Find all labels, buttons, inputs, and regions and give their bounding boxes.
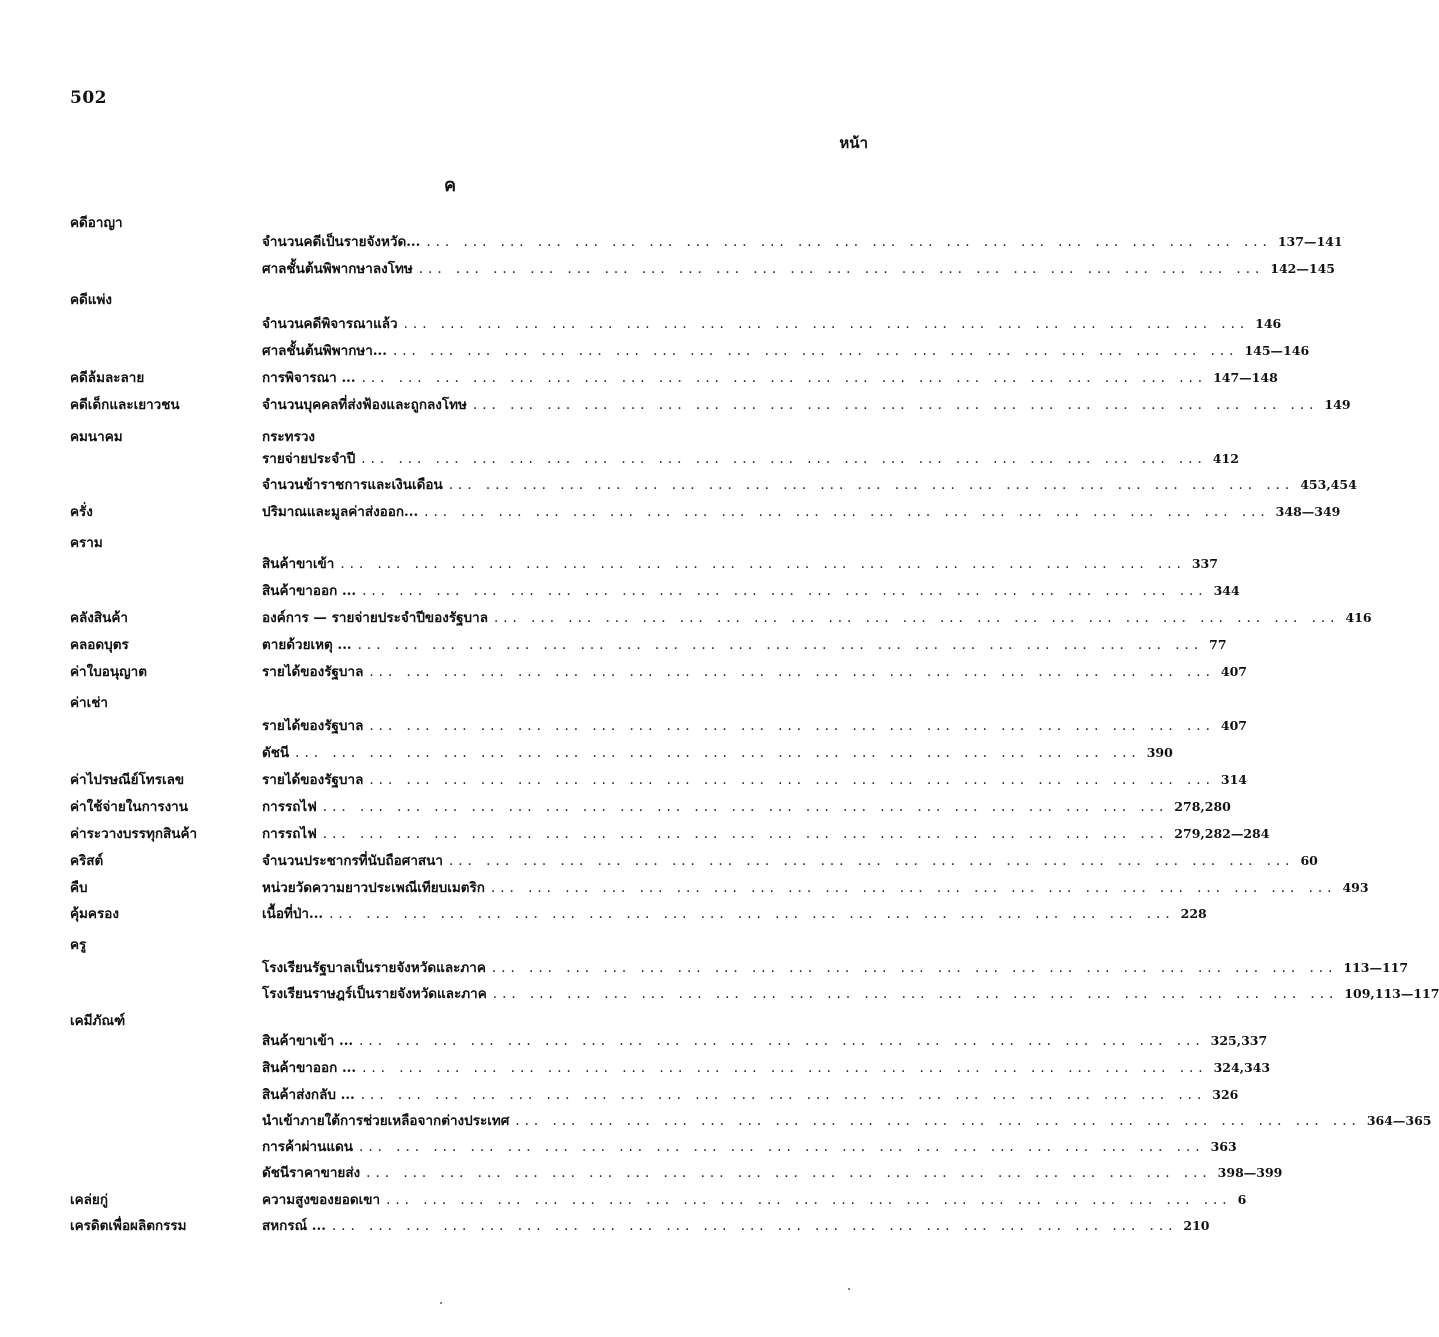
index-subentry: การรถไฟ — [262, 826, 317, 842]
dot-leader: ... ... ... ... ... ... ... ... ... ... ... ... ... ... ... ... ... ... ... ... ... ... ... — [386, 1192, 1232, 1208]
index-row — [0, 394, 1351, 416]
index-entry — [262, 340, 1310, 362]
index-subentry: โรงเรียนรัฐบาลเป็นรายจังหวัดและภาค — [262, 960, 486, 976]
page-reference: 407 — [1220, 664, 1247, 679]
index-row — [0, 1084, 1239, 1106]
page-reference: 348—349 — [1275, 504, 1341, 519]
page-reference: 407 — [1220, 718, 1247, 733]
page-reference: 113—117 — [1343, 960, 1409, 975]
index-subentry: จำนวนคดีเป็นรายจังหวัด... — [262, 234, 421, 250]
index-entry — [262, 715, 1247, 737]
index-subentry: เนื้อที่ป่า... — [262, 906, 324, 922]
index-row — [0, 501, 1341, 523]
page-reference: 390 — [1146, 745, 1173, 760]
index-row — [0, 1110, 1432, 1132]
dot-leader: ... ... ... ... ... ... ... ... ... ... ... ... ... ... ... ... ... ... ... ... ... ... ... — [369, 664, 1215, 680]
index-term: คริสต์ — [70, 853, 104, 869]
index-entry — [262, 1215, 1210, 1237]
page-reference: 149 — [1324, 397, 1351, 412]
index-entry — [262, 394, 1351, 416]
index-term: ค่าใบอนุญาต — [70, 664, 147, 680]
page-reference: 344 — [1213, 583, 1240, 598]
index-entry — [262, 742, 1173, 764]
index-term: คดีล้มละลาย — [70, 370, 145, 386]
dot-leader: ... ... ... ... ... ... ... ... ... ... ... ... ... ... ... ... ... ... ... ... ... ... ... — [418, 261, 1265, 277]
index-term: เคมีภัณฑ์ — [70, 1013, 126, 1029]
page-reference: 137—141 — [1277, 234, 1343, 249]
index-subentry: รายจ่ายประจำปี — [262, 451, 356, 467]
index-row — [0, 692, 941, 714]
dot-leader: ... ... ... ... ... ... ... ... ... ... ... ... ... ... ... ... ... ... ... ... ... ... ... — [360, 1087, 1207, 1103]
index-term: คมนาคม — [70, 429, 123, 445]
index-row — [0, 426, 941, 448]
index-entry — [262, 1110, 1432, 1132]
index-term: ครั่ง — [70, 504, 93, 520]
index-term: คดีแพ่ง — [70, 292, 112, 308]
index-subentry: ปริมาณและมูลค่าส่งออก... — [262, 504, 419, 520]
index-row — [0, 661, 1247, 683]
dot-leader: ... ... ... ... ... ... ... ... ... ... ... ... ... ... ... ... ... ... ... ... ... ... ... — [359, 1139, 1205, 1155]
dot-leader: ... ... ... ... ... ... ... ... ... ... ... ... ... ... ... ... ... ... ... ... ... ... ... — [403, 316, 1250, 332]
dot-leader: ... ... ... ... ... ... ... ... ... ... ... ... ... ... ... ... ... ... ... ... ... ... ... — [361, 370, 1208, 386]
page-reference: 77 — [1209, 637, 1227, 652]
dot-leader: ... ... ... ... ... ... ... ... ... ... ... ... ... ... ... ... ... ... ... ... ... ... ... — [490, 880, 1337, 896]
index-row — [0, 607, 1372, 629]
index-row — [0, 850, 1318, 872]
dot-leader: ... ... ... ... ... ... ... ... ... ... ... ... ... ... ... ... ... ... ... ... ... ... ... — [492, 986, 1339, 1002]
dot-leader: ... ... ... ... ... ... ... ... ... ... ... ... ... ... ... ... ... ... ... ... ... ... ... — [472, 397, 1319, 413]
index-subentry: จำนวนคดีพิจารณาแล้ว — [262, 316, 398, 332]
index-term: เครดิตเพื่อผลิตกรรม — [70, 1218, 187, 1234]
index-entry — [262, 634, 1227, 656]
index-entry — [262, 661, 1247, 683]
index-subentry: องค์การ — รายจ่ายประจำปีของรัฐบาล — [262, 610, 488, 626]
index-entry — [262, 231, 1343, 253]
page-reference: 314 — [1220, 772, 1247, 787]
index-row — [0, 934, 941, 956]
page-reference: 109,113—117 — [1344, 986, 1439, 1001]
index-term: ค่าเช่า — [70, 695, 108, 711]
index-row — [0, 1162, 1283, 1184]
index-row — [0, 1030, 1268, 1052]
page-reference: 493 — [1342, 880, 1369, 895]
index-term: คลอดบุตร — [70, 637, 129, 653]
index-entry — [262, 501, 1341, 523]
page-reference: 6 — [1237, 1192, 1247, 1207]
page-reference: 337 — [1191, 556, 1218, 571]
index-subentry: ศาลชั้นต้นพิพากษา... — [262, 343, 387, 359]
index-row — [0, 796, 1231, 818]
index-term: คืบ — [70, 880, 88, 896]
index-row — [0, 1189, 1247, 1211]
page-reference: 325,337 — [1210, 1033, 1268, 1048]
index-entry — [262, 1057, 1271, 1079]
index-subentry: การรถไฟ — [262, 799, 317, 815]
index-subentry: รายได้ของรัฐบาล — [262, 772, 364, 788]
index-row — [0, 715, 1247, 737]
dot-leader: ... ... ... ... ... ... ... ... ... ... ... ... ... ... ... ... ... ... ... ... ... ... ... — [331, 1218, 1178, 1234]
dot-leader: ... ... ... ... ... ... ... ... ... ... ... ... ... ... ... ... ... ... ... ... ... ... ... — [369, 772, 1215, 788]
page-reference: 398—399 — [1217, 1165, 1283, 1180]
page-reference: 412 — [1212, 451, 1239, 466]
scan-speck — [848, 1288, 850, 1290]
index-row — [0, 1057, 1271, 1079]
dot-leader: ... ... ... ... ... ... ... ... ... ... ... ... ... ... ... ... ... ... ... ... ... ... ... — [515, 1113, 1361, 1129]
index-term: คดีเด็กและเยาวชน — [70, 397, 180, 413]
index-row — [0, 1136, 1237, 1158]
index-entry — [262, 553, 1218, 575]
page-reference: 279,282—284 — [1174, 826, 1270, 841]
index-term: ค่าไปรษณีย์โทรเลข — [70, 772, 185, 788]
index-subentry: ตายด้วยเหตุ ... — [262, 637, 352, 653]
index-term: ค่าระวางบรรทุกสินค้า — [70, 826, 198, 842]
index-subentry: รายได้ของรัฐบาล — [262, 664, 364, 680]
index-row — [0, 742, 1173, 764]
page-reference: 60 — [1300, 853, 1318, 868]
page-column-header: หน้า — [839, 134, 868, 152]
dot-leader: ... ... ... ... ... ... ... ... ... ... ... ... ... ... ... ... ... ... ... ... ... ... ... — [392, 343, 1239, 359]
index-subentry: โรงเรียนราษฎร์เป็นรายจังหวัดและภาค — [262, 986, 487, 1002]
index-subentry: จำนวนข้าราชการและเงินเดือน — [262, 477, 443, 493]
index-subentry: หน่วยวัดความยาวประเพณีเทียบเมตริก — [262, 880, 485, 896]
index-row — [0, 957, 1409, 979]
index-term: เคล่ยกู่ — [70, 1192, 109, 1208]
dot-leader: ... ... ... ... ... ... ... ... ... ... ... ... ... ... ... ... ... ... ... ... ... ... ... — [329, 906, 1175, 922]
index-row — [0, 903, 1207, 925]
index-entry — [262, 448, 1239, 470]
index-entry — [262, 313, 1282, 335]
index-entry — [262, 1162, 1283, 1184]
index-subentry: สินค้าส่งกลับ ... — [262, 1087, 355, 1103]
index-entry — [262, 796, 1231, 818]
index-entry — [262, 426, 870, 448]
index-subentry: ความสูงของยอดเขา — [262, 1192, 381, 1208]
index-entry — [262, 903, 1207, 925]
dot-leader: ... ... ... ... ... ... ... ... ... ... ... ... ... ... ... ... ... ... ... ... ... ... ... — [448, 853, 1295, 869]
index-entry — [262, 474, 1357, 496]
index-row — [0, 340, 1310, 362]
index-entry — [262, 769, 1247, 791]
page-reference: 142—145 — [1270, 261, 1335, 276]
page-number: 502 — [70, 88, 107, 108]
index-row — [0, 553, 1218, 575]
index-entry — [262, 580, 1240, 602]
index-term: คราม — [70, 535, 103, 551]
index-subentry: สินค้าขาออก ... — [262, 583, 357, 599]
index-subentry: สินค้าขาเข้า ... — [262, 1033, 354, 1049]
index-subentry: ดัชนี — [262, 745, 290, 761]
index-entry — [262, 850, 1318, 872]
dot-leader: ... ... ... ... ... ... ... ... ... ... ... ... ... ... ... ... ... ... ... ... ... ... ... — [448, 477, 1295, 493]
page-reference: 146 — [1255, 316, 1282, 331]
page-reference: 416 — [1345, 610, 1372, 625]
index-entry — [262, 1084, 1239, 1106]
index-subentry: รายได้ของรัฐบาล — [262, 718, 364, 734]
page-reference: 210 — [1183, 1218, 1210, 1233]
page-reference: 278,280 — [1174, 799, 1231, 814]
index-entry — [262, 607, 1372, 629]
page-reference: 326 — [1212, 1087, 1239, 1102]
index-term: ครู — [70, 937, 87, 953]
dot-leader: ... ... ... ... ... ... ... ... ... ... ... ... ... ... ... ... ... ... ... ... ... ... ... — [359, 1033, 1205, 1049]
page-reference: 363 — [1210, 1139, 1237, 1154]
index-subentry: การพิจารณา ... — [262, 370, 356, 386]
index-row — [0, 769, 1247, 791]
index-row — [0, 532, 941, 554]
dot-leader: ... ... ... ... ... ... ... ... ... ... ... ... ... ... ... ... ... ... ... ... ... ... ... — [424, 504, 1270, 520]
dot-leader: ... ... ... ... ... ... ... ... ... ... ... ... ... ... ... ... ... ... ... ... ... ... ... — [426, 234, 1272, 250]
index-row — [0, 313, 1282, 335]
dot-leader: ... ... ... ... ... ... ... ... ... ... ... ... ... ... ... ... ... ... ... ... ... ... ... — [361, 451, 1207, 467]
index-row — [0, 258, 1335, 280]
scan-speck — [440, 1302, 442, 1304]
page-reference: 147—148 — [1213, 370, 1278, 385]
index-entry — [262, 957, 1409, 979]
index-subentry: จำนวนประชากรที่นับถือศาสนา — [262, 853, 443, 869]
index-row — [0, 634, 1227, 656]
page-reference: 364—365 — [1366, 1113, 1432, 1128]
dot-leader: ... ... ... ... ... ... ... ... ... ... ... ... ... ... ... ... ... ... ... ... ... ... ... — [322, 799, 1169, 815]
dot-leader: ... ... ... ... ... ... ... ... ... ... ... ... ... ... ... ... ... ... ... ... ... ... ... — [295, 745, 1141, 761]
index-row — [0, 289, 941, 311]
index-row — [0, 448, 1239, 470]
index-entry — [262, 983, 1439, 1005]
index-row — [0, 474, 1357, 496]
index-term: คดีอาญา — [70, 215, 123, 231]
index-subentry: ศาลชั้นต้นพิพากษาลงโทษ — [262, 261, 413, 277]
dot-leader: ... ... ... ... ... ... ... ... ... ... ... ... ... ... ... ... ... ... ... ... ... ... ... — [493, 610, 1340, 626]
index-row — [0, 1215, 1210, 1237]
index-row — [0, 983, 1439, 1005]
page-reference: 453,454 — [1300, 477, 1357, 492]
index-term: ค่าใช้จ่ายในการงาน — [70, 799, 188, 815]
index-entry — [262, 258, 1335, 280]
index-subentry: สินค้าขาออก ... — [262, 1060, 357, 1076]
index-subentry: จำนวนบุคคลที่ส่งฟ้องและถูกลงโทษ — [262, 397, 467, 413]
page-reference: 228 — [1180, 906, 1207, 921]
index-subentry: นำเข้าภายใต้การช่วยเหลือจากต่างประเทศ — [262, 1113, 510, 1129]
index-row — [0, 580, 1240, 602]
dot-leader: ... ... ... ... ... ... ... ... ... ... ... ... ... ... ... ... ... ... ... ... ... ... ... — [491, 960, 1338, 976]
page-reference: 324,343 — [1213, 1060, 1271, 1075]
index-row — [0, 231, 1343, 253]
index-subentry: สินค้าขาเข้า — [262, 556, 335, 572]
dot-leader: ... ... ... ... ... ... ... ... ... ... ... ... ... ... ... ... ... ... ... ... ... ... ... — [369, 718, 1215, 734]
dot-leader: ... ... ... ... ... ... ... ... ... ... ... ... ... ... ... ... ... ... ... ... ... ... ... — [362, 583, 1208, 599]
page-reference: 145—146 — [1244, 343, 1310, 358]
dot-leader: ... ... ... ... ... ... ... ... ... ... ... ... ... ... ... ... ... ... ... ... ... ... ... — [340, 556, 1186, 572]
dot-leader: ... ... ... ... ... ... ... ... ... ... ... ... ... ... ... ... ... ... ... ... ... ... ... — [322, 826, 1169, 842]
index-entry — [262, 823, 1270, 845]
section-letter: ค — [443, 175, 457, 196]
index-subentry: สหกรณ์ ... — [262, 1218, 326, 1234]
index-row — [0, 367, 1278, 389]
index-subentry: ดัชนีราคาขายส่ง — [262, 1165, 361, 1181]
index-entry — [262, 1030, 1268, 1052]
index-entry — [262, 367, 1278, 389]
dot-leader: ... ... ... ... ... ... ... ... ... ... ... ... ... ... ... ... ... ... ... ... ... ... ... — [366, 1165, 1212, 1181]
index-row — [0, 1010, 941, 1032]
index-subentry: กระทรวง — [262, 429, 315, 445]
index-entry — [262, 877, 1369, 899]
index-entry — [262, 1136, 1237, 1158]
index-entry — [262, 1189, 1247, 1211]
dot-leader: ... ... ... ... ... ... ... ... ... ... ... ... ... ... ... ... ... ... ... ... ... ... ... — [362, 1060, 1208, 1076]
index-row — [0, 877, 1369, 899]
index-term: คลังสินค้า — [70, 610, 128, 626]
dot-leader: ... ... ... ... ... ... ... ... ... ... ... ... ... ... ... ... ... ... ... ... ... ... ... — [357, 637, 1204, 653]
index-subentry: การค้าผ่านแดน — [262, 1139, 354, 1155]
index-row — [0, 823, 1270, 845]
index-term: คุ้มครอง — [70, 906, 119, 922]
